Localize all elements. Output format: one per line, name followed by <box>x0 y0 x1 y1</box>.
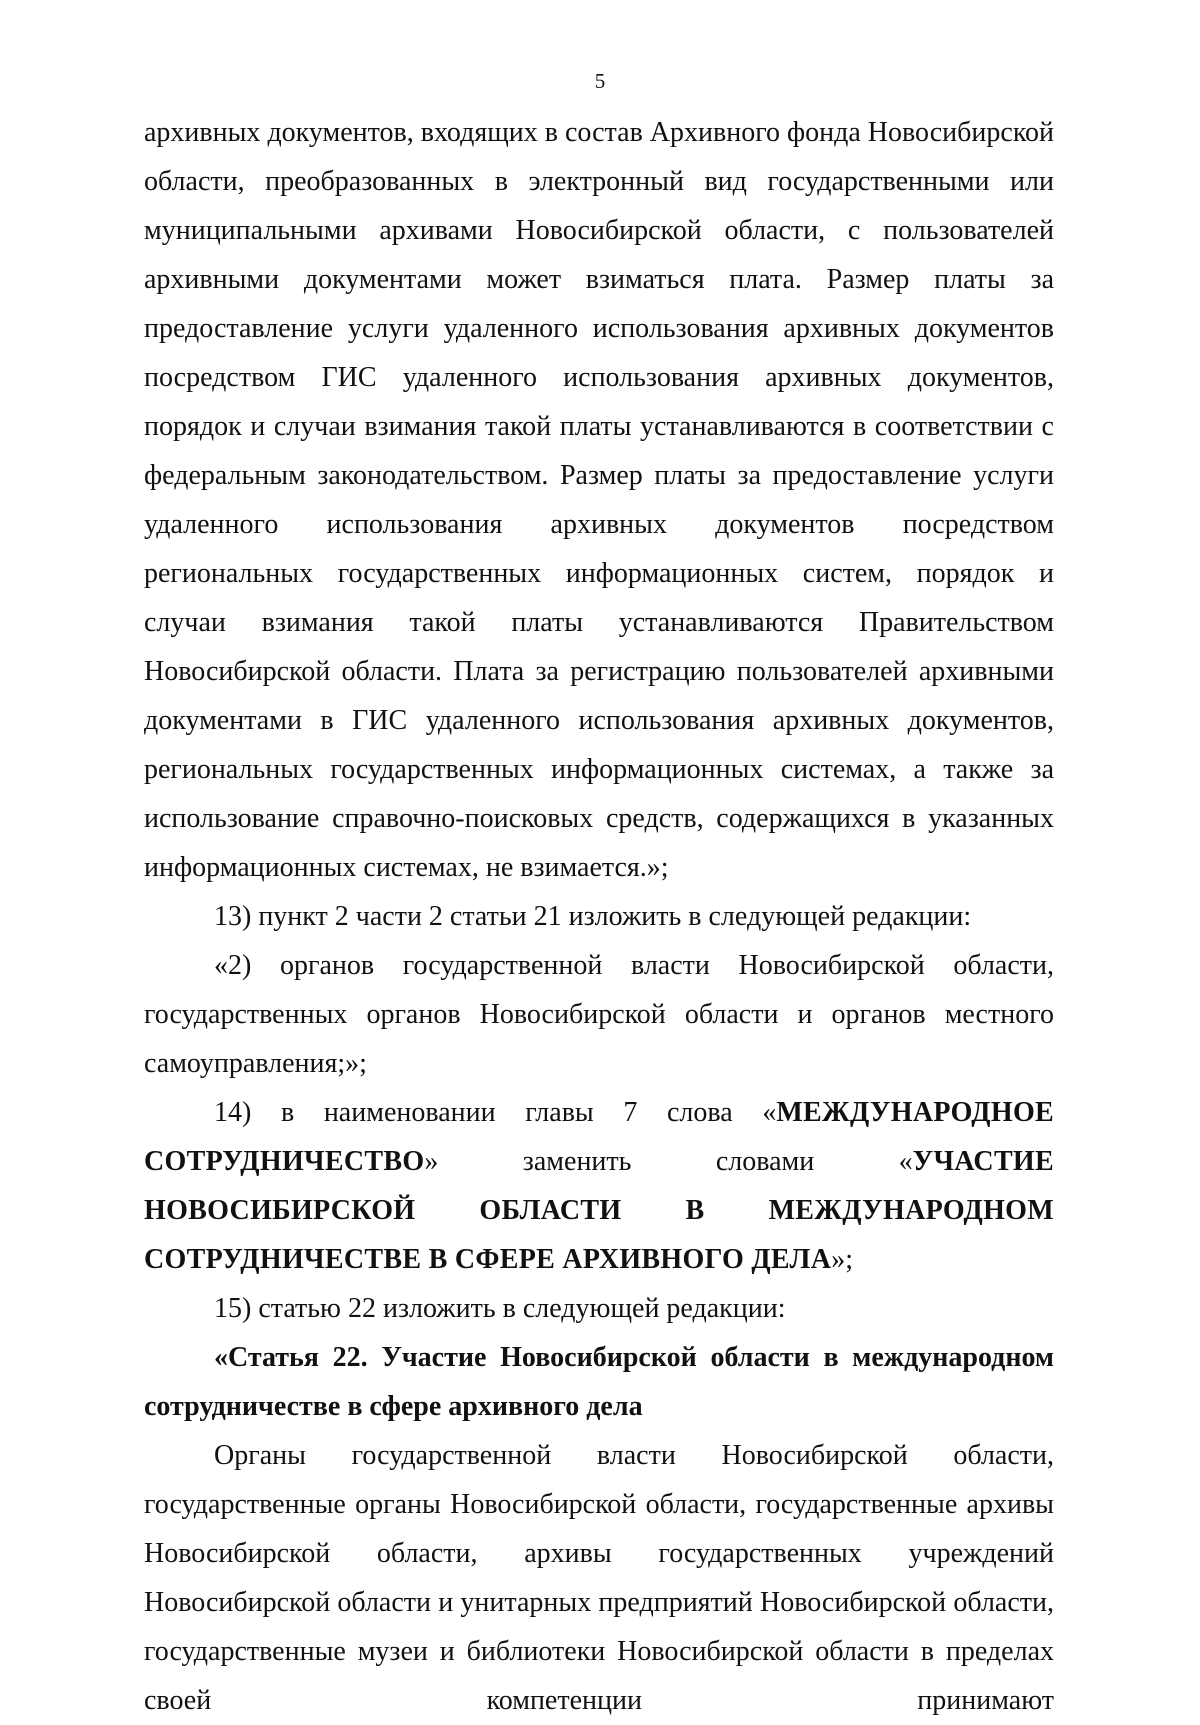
paragraph-fee-rules: архивных документов, входящих в состав Архивного фонда Новосибирской области, преобразованных в электронный вид государственными или муниципальными архивами Новосибирской области, с пользователей архивными документами может взиматься плата. Размер платы за предоставление услуги удаленного использования архивных документов посредством ГИС удаленного использования архивных документов, порядок и случаи взимания такой платы устанавливаются в соответствии с федеральным законодательством. Размер платы за предоставление услуги удаленного использования архивных документов посредством региональных государственных информационных систем, порядок и случаи взимания такой платы устанавливаются Правительством Новосибирской области. Плата за регистрацию пользователей архивными документами в ГИС удаленного использования архивных документов, региональных государственных информационных системах, а также за использование справочно-поисковых средств, содержащихся в указанных информационных системах, не взимается.»; <box>144 117 1054 883</box>
paragraph-article-22-body: Органы государственной власти Новосибирской области, государственные органы Новосибирской области, государственные архивы Новосибирской области, архивы государственных учреждений Новосибирской области и унитарных предприятий Новосибирской области, государственные музеи и библиотеки Новосибирской области в пределах своей компетенции принимают <box>144 1440 1054 1716</box>
paragraph-item-14 <box>144 1088 1054 1284</box>
paragraph-item-13: 13) пункт 2 части 2 статьи 21 изложить в следующей редакции: <box>214 901 972 932</box>
page-number: 5 <box>594 69 606 93</box>
old-chapter-title: МЕЖДУНАРОДНОЕ СОТРУДНИЧЕСТВО <box>144 1097 1054 1177</box>
new-chapter-title: УЧАСТИЕ НОВОСИБИРСКОЙ ОБЛАСТИ В МЕЖДУНАРОДНОМ СОТРУДНИЧЕСТВЕ В СФЕРЕ АРХИВНОГО ДЕЛА <box>144 1146 1054 1275</box>
document-body <box>144 108 1054 1725</box>
item-14-suffix: »; <box>831 1244 853 1275</box>
paragraph-item-15: 15) статью 22 изложить в следующей редакции: <box>214 1293 786 1324</box>
article-22-title: «Статья 22. Участие Новосибирской области в международном сотрудничестве в сфере архивного дела <box>144 1342 1054 1422</box>
item-14-prefix: 14) в наименовании главы 7 слова « <box>214 1097 777 1128</box>
item-14-middle: » заменить словами « <box>424 1146 913 1177</box>
paragraph-quote-item-2: «2) органов государственной власти Новосибирской области, государственных органов Новосибирской области и органов местного самоуправления;»; <box>144 950 1054 1079</box>
